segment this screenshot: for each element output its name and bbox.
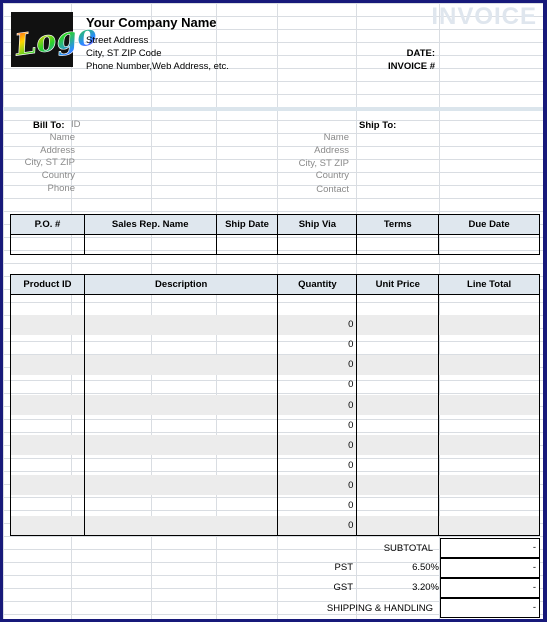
order-info-row (11, 235, 540, 255)
header-separator (3, 107, 543, 111)
line-total-cell[interactable] (439, 335, 540, 355)
bill-to-id: ID (71, 119, 81, 130)
product-id-cell[interactable] (11, 315, 85, 335)
product-id-cell[interactable] (11, 435, 85, 455)
quantity-cell[interactable]: 0 (278, 375, 357, 395)
date-label: DATE: (406, 48, 435, 59)
bill-to-country: Country (41, 170, 75, 181)
quantity-cell[interactable]: 0 (278, 455, 357, 475)
gst-label: GST (333, 582, 353, 593)
company-logo (11, 12, 100, 67)
product-id-cell[interactable] (11, 495, 85, 515)
description-cell[interactable] (84, 395, 278, 415)
product-id-header: Product ID (11, 275, 85, 295)
company-name: Your Company Name (86, 15, 217, 30)
phone-web: Phone Number,Web Address, etc. (86, 61, 229, 72)
product-id-cell[interactable] (11, 335, 85, 355)
quantity-cell[interactable]: 0 (278, 395, 357, 415)
line-total-cell[interactable] (439, 475, 540, 495)
quantity-cell[interactable]: 0 (278, 475, 357, 495)
order-info-table (10, 214, 540, 255)
product-id-cell[interactable] (11, 475, 85, 495)
ship-via-cell[interactable] (278, 235, 357, 255)
ship-to-country: Country (315, 170, 349, 181)
bill-to-city: City, ST ZIP (24, 157, 75, 168)
unit-price-cell[interactable] (357, 455, 439, 475)
unit-price-cell[interactable] (357, 495, 439, 515)
quantity-cell[interactable]: 0 (278, 516, 357, 536)
product-id-cell[interactable] (11, 395, 85, 415)
pst-rate[interactable]: 6.50% (412, 562, 439, 573)
bill-to-address: Address (40, 145, 75, 156)
quantity-cell[interactable]: 0 (278, 315, 357, 335)
line-total-cell[interactable] (439, 315, 540, 335)
line-item-row (11, 475, 540, 495)
sales-rep-header: Sales Rep. Name (84, 215, 216, 235)
description-cell[interactable] (84, 495, 278, 515)
po-number-header: P.O. # (11, 215, 85, 235)
description-header: Description (84, 275, 278, 295)
line-item-row (11, 375, 540, 395)
invoice-watermark: INVOICE (431, 3, 537, 30)
bill-to-label: Bill To: (33, 120, 65, 131)
description-cell[interactable] (84, 375, 278, 395)
description-cell[interactable] (84, 435, 278, 455)
unit-price-cell[interactable] (357, 415, 439, 435)
line-item-row (11, 315, 540, 335)
quantity-cell[interactable]: 0 (278, 495, 357, 515)
quantity-cell[interactable] (278, 295, 357, 315)
subtotal-value[interactable]: - (440, 538, 540, 558)
line-item-row (11, 295, 540, 315)
description-cell[interactable] (84, 455, 278, 475)
description-cell[interactable] (84, 295, 278, 315)
due-date-header: Due Date (439, 215, 540, 235)
bill-to-name: Name (49, 132, 75, 143)
line-total-cell[interactable] (439, 375, 540, 395)
line-total-cell[interactable] (439, 435, 540, 455)
ship-to-city: City, ST ZIP (298, 158, 349, 169)
ship-to-label: Ship To: (359, 120, 397, 131)
unit-price-header: Unit Price (357, 275, 439, 295)
line-item-row (11, 455, 540, 475)
pst-label: PST (334, 562, 353, 573)
line-total-cell[interactable] (439, 395, 540, 415)
description-cell[interactable] (84, 335, 278, 355)
subtotal-label: SUBTOTAL (383, 543, 433, 554)
city-state-zip: City, ST ZIP Code (86, 48, 162, 59)
line-item-row (11, 395, 540, 415)
description-cell[interactable] (84, 355, 278, 375)
pst-value[interactable]: - (440, 558, 540, 578)
line-item-row (11, 495, 540, 515)
line-item-row (11, 415, 540, 435)
unit-price-cell[interactable] (357, 355, 439, 375)
quantity-cell[interactable]: 0 (278, 415, 357, 435)
line-item-row (11, 516, 540, 536)
quantity-cell[interactable]: 0 (278, 335, 357, 355)
unit-price-cell[interactable] (357, 335, 439, 355)
sales-rep-cell[interactable] (84, 235, 216, 255)
line-total-cell[interactable] (439, 415, 540, 435)
unit-price-cell[interactable] (357, 475, 439, 495)
ship-to-contact: Contact (316, 184, 349, 195)
ship-date-header: Ship Date (216, 215, 278, 235)
product-id-cell[interactable] (11, 516, 85, 536)
quantity-cell[interactable]: 0 (278, 355, 357, 375)
shipping-label: SHIPPING & HANDLING (326, 603, 433, 614)
product-id-cell[interactable] (11, 415, 85, 435)
line-total-cell[interactable] (439, 516, 540, 536)
description-cell[interactable] (84, 415, 278, 435)
due-date-cell[interactable] (439, 235, 540, 255)
product-id-cell[interactable] (11, 295, 85, 315)
line-item-row (11, 335, 540, 355)
line-total-cell[interactable] (439, 355, 540, 375)
logo-text: Logo (12, 17, 100, 64)
order-info-header (11, 215, 540, 235)
line-items-table (10, 274, 540, 536)
line-total-cell[interactable] (439, 455, 540, 475)
gst-rate[interactable]: 3.20% (412, 582, 439, 593)
unit-price-cell[interactable] (357, 435, 439, 455)
ship-via-header: Ship Via (278, 215, 357, 235)
line-total-cell[interactable] (439, 295, 540, 315)
quantity-header: Quantity (278, 275, 357, 295)
ship-to-address: Address (314, 145, 349, 156)
shipping-value[interactable]: - (440, 598, 540, 618)
ship-date-cell[interactable] (216, 235, 278, 255)
invoice-number-label: INVOICE # (388, 61, 435, 72)
gst-value[interactable]: - (440, 578, 540, 598)
terms-header: Terms (357, 215, 439, 235)
unit-price-cell[interactable] (357, 375, 439, 395)
unit-price-cell[interactable] (357, 516, 439, 536)
unit-price-cell[interactable] (357, 315, 439, 335)
po-number-cell[interactable] (11, 235, 85, 255)
description-cell[interactable] (84, 475, 278, 495)
product-id-cell[interactable] (11, 455, 85, 475)
line-total-cell[interactable] (439, 495, 540, 515)
description-cell[interactable] (84, 315, 278, 335)
line-item-row (11, 355, 540, 375)
street-address: Street Address (86, 35, 149, 46)
unit-price-cell[interactable] (357, 295, 439, 315)
ship-to-name: Name (323, 132, 349, 143)
line-total-header: Line Total (439, 275, 540, 295)
unit-price-cell[interactable] (357, 395, 439, 415)
product-id-cell[interactable] (11, 375, 85, 395)
bill-to-phone: Phone (47, 183, 75, 194)
quantity-cell[interactable]: 0 (278, 435, 357, 455)
product-id-cell[interactable] (11, 355, 85, 375)
description-cell[interactable] (84, 516, 278, 536)
terms-cell[interactable] (357, 235, 439, 255)
line-item-row (11, 435, 540, 455)
line-items-header (11, 275, 540, 295)
